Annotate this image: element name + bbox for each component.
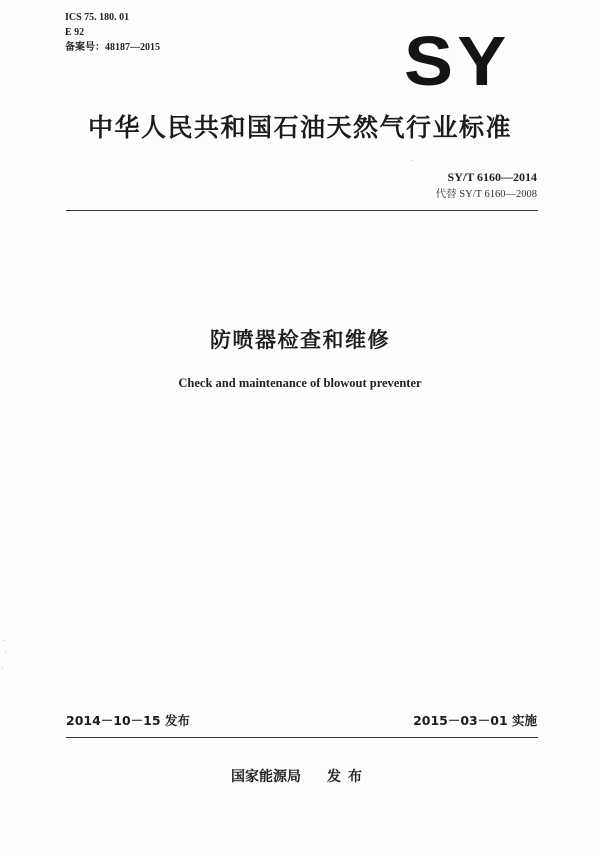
filing-number: 备案号：48187—2015: [65, 42, 160, 53]
bottom-divider: [66, 737, 538, 738]
effective-date: 2015－03－01 实施: [413, 713, 537, 728]
classification-code: E 92: [65, 27, 85, 38]
scan-speck: [5, 652, 6, 653]
ics-code: ICS 75. 180. 01: [65, 12, 130, 23]
top-divider: [66, 210, 538, 211]
document-title-chinese: 防喷器检查和维修: [210, 328, 390, 352]
scan-speck: [2, 668, 3, 669]
standard-code: SY/T 6160—2014: [447, 170, 537, 184]
standard-category-title: 中华人民共和国石油天然气行业标准: [87, 113, 512, 142]
issuer-action: 发布: [327, 769, 369, 785]
issuer-name: 国家能源局: [231, 769, 301, 785]
document-title-english: Check and maintenance of blowout preventer: [178, 376, 422, 390]
sy-logo: SY: [404, 22, 511, 100]
meta-block: [65, 10, 160, 55]
issuer-line: [0, 766, 600, 786]
replaces-standard: 代替 SY/T 6160—2008: [435, 189, 537, 200]
scan-speck: [3, 640, 4, 641]
issue-date: 2014－10－15 发布: [66, 713, 190, 728]
scan-speck: [412, 160, 413, 161]
